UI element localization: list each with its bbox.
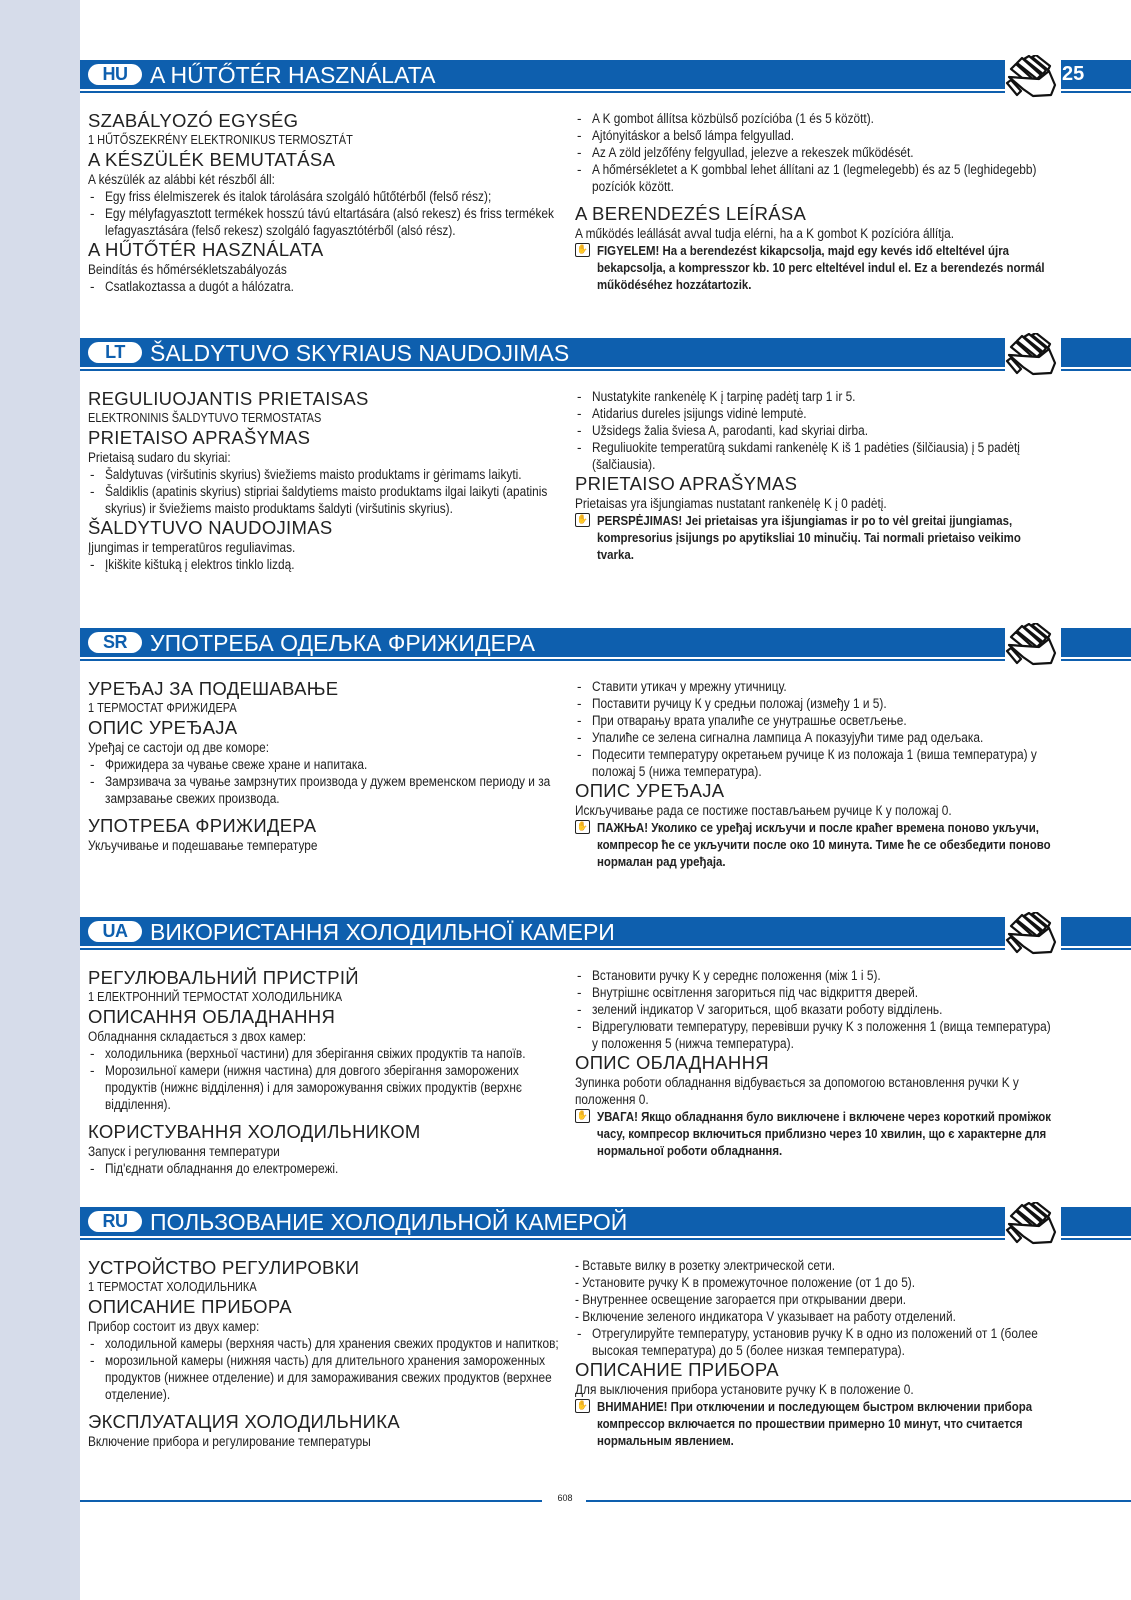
column-right	[575, 388, 1053, 563]
paragraph: Prietaisas yra išjungiamas nustatant rankenėlę K į 0 padėtį.	[575, 496, 887, 511]
thermostat-label: 1 HŰTŐSZEKRÉNY ELEKTRONIKUS TERMOSZTÁT	[88, 133, 353, 147]
list-item: - Поставити ручицу К у средњи положај (између 1 и 5).	[575, 695, 1053, 712]
section-title: A HŰTŐTÉR HASZNÁLATA	[150, 62, 436, 88]
warning-note: ✋ УВАГА! Якщо обладнання було виключене і включене через короткий проміжок часу, компресор включиться приблизно через 10 хвилин, що є характерне для нормальної роботи обладнання.	[576, 1109, 1051, 1158]
subheading: ŠALDYTUVO NAUDOJIMAS	[88, 517, 333, 538]
warning-hand-icon: ✋	[575, 513, 590, 527]
subheading: ОПИС ОБЛАДНАННЯ	[575, 1052, 769, 1073]
subheading: ОПИС УРЕЂАЈА	[88, 717, 238, 738]
paragraph: Уређај се састоји од две коморе:	[88, 740, 270, 755]
list-item: - Ajtónyitáskor a belső lámpa felgyullad.	[575, 127, 1053, 144]
list-item: - морозильной камеры (нижняя часть) для длительного хранения замороженных продуктов (нижнее отделение) и для замораживания свежих продуктов (верхнее отделение).	[88, 1352, 568, 1403]
list-item: - Замрзивача за чување замрзнутих производа у дужем временском периоду и за замрзавање свежих производа.	[88, 773, 568, 807]
paragraph: A működés leállását avval tudja elérni, ha a K gombot K pozícióra állítja.	[575, 226, 955, 241]
subheading: A BERENDEZÉS LEÍRÁSA	[575, 203, 807, 224]
list-item: - Під'єднати обладнання до електромережі.	[88, 1160, 568, 1177]
header-rule	[80, 659, 1131, 661]
warning-hand-icon: ✋	[575, 820, 590, 834]
spacer	[88, 1113, 568, 1121]
list-item: - Atidarius dureles įsijungs vidinė lemputė.	[575, 405, 1053, 422]
hand-icon	[1005, 1202, 1061, 1246]
subheading: РЕГУЛЮВАЛЬНИЙ ПРИСТРІЙ	[88, 967, 359, 988]
subheading: ОПИС УРЕЂАЈА	[575, 780, 725, 801]
paragraph: Для выключения прибора установите ручку K в положение 0.	[575, 1382, 914, 1397]
header-rule	[80, 91, 1131, 93]
list-item: - A hőmérsékletet a K gombbal lehet állítani az 1 (legmelegebb) és az 5 (leghidegebb) pozíciók között.	[575, 161, 1053, 195]
list-item: - Встановити ручку K у середнє положення (між 1 і 5).	[575, 967, 1053, 984]
list-item: - Šaldiklis (apatinis skyrius) stipriai šaldytiems maisto produktams ilgai laikyti (apatinis skyrius) ir šviežiems maisto produktams šaldyti (viršutinis skyrius).	[88, 483, 568, 517]
list-item: - Подесити температуру окретањем ручице К из положаја 1 (виша температура) у положај 5 (нижа температура).	[575, 746, 1053, 780]
spacer	[88, 1403, 568, 1411]
list-item: - холодильника (верхньої частини) для зберігання свіжих продуктів та напоїв.	[88, 1045, 568, 1062]
spacer	[575, 195, 1053, 203]
warning-note: ✋ PERSPĖJIMAS! Jei prietaisas yra išjungiamas ir po to vėl greitai įjungiamas, kompresorius įsijungs po apytiksliai 10 minučių. Tai normali prietaiso veikimo tvarka.	[576, 513, 1021, 562]
header-rule	[80, 369, 1131, 371]
list-item: - Egy mélyfagyasztott termékek hosszú távú eltartására (alsó rekesz) és friss termékek lefagyasztására (felső rekesz) szolgáló fagyasztótérből (alsó rész).	[88, 205, 568, 239]
subheading: УРЕЂАЈ ЗА ПОДЕШАВАЊЕ	[88, 678, 339, 699]
warning-hand-icon: ✋	[575, 1399, 590, 1413]
header-rule	[80, 1238, 1131, 1240]
language-badge: RU	[88, 1211, 142, 1232]
thermostat-label: 1 ТЕРМОСТАТ ФРИЖИДЕРА	[88, 701, 237, 715]
spacer	[88, 807, 568, 815]
subheading: REGULIUOJANTIS PRIETAISAS	[88, 388, 369, 409]
list-item: - Внутрішнє освітлення загориться під час відкриття дверей.	[575, 984, 1053, 1001]
section-header-band	[80, 1207, 1131, 1244]
page-footer	[80, 1491, 1131, 1511]
header-rule	[80, 948, 1131, 950]
language-badge: SR	[88, 632, 142, 653]
list-item: - Csatlakoztassa a dugót a hálózatra.	[88, 278, 568, 295]
warning-hand-icon: ✋	[575, 243, 590, 257]
subheading: A HŰTŐTÉR HASZNÁLATA	[88, 239, 324, 260]
footer-rule-right	[586, 1500, 1131, 1502]
paragraph: - Включение зеленого индикатора V указывает на работу отделений.	[575, 1309, 956, 1324]
footer-rule-left	[80, 1500, 542, 1502]
paragraph: Включение прибора и регулирование температуры	[88, 1434, 371, 1449]
list-item: - Ставити утикач у мрежну утичницу.	[575, 678, 1053, 695]
subheading: PRIETAISO APRAŠYMAS	[88, 427, 311, 448]
section-header-band	[80, 917, 1131, 954]
hand-icon	[1005, 912, 1061, 956]
hand-icon	[1005, 333, 1061, 377]
column-left	[88, 678, 568, 854]
section-header-band	[80, 628, 1131, 665]
paragraph: - Внутреннее освещение загорается при открывании двери.	[575, 1292, 907, 1307]
column-left	[88, 388, 568, 573]
paragraph: - Вставьте вилку в розетку электрической сети.	[575, 1258, 836, 1273]
subheading: ОПИСАНИЕ ПРИБОРА	[575, 1359, 779, 1380]
hand-icon	[1005, 55, 1061, 99]
section-title: ŠALDYTUVO SKYRIAUS NAUDOJIMAS	[150, 340, 570, 366]
list-item: - Фрижидера за чување свеже хране и напитака.	[88, 756, 568, 773]
subheading: ЭКСПЛУАТАЦИЯ ХОЛОДИЛЬНИКА	[88, 1411, 400, 1432]
footer-page-number: 608	[557, 1493, 573, 1503]
list-item: - Упалиће се зелена сигнална лампица А показујући тиме рад одељака.	[575, 729, 1053, 746]
paragraph: Prietaisą sudaro du skyriai:	[88, 450, 231, 465]
side-strip	[0, 0, 80, 1600]
list-item: - Įkiškite kištuką į elektros tinklo lizdą.	[88, 556, 568, 573]
paragraph: - Установите ручку K в промежуточное положение (от 1 до 5).	[575, 1275, 916, 1290]
paragraph: A készülék az alábbi két részből áll:	[88, 172, 275, 187]
column-left	[88, 110, 568, 295]
column-right	[575, 110, 1053, 293]
list-item: - Reguliuokite temperatūrą sukdami rankenėlę K iš 1 padėties (šilčiausia) į 5 padėtį (šalčiausia).	[575, 439, 1053, 473]
paragraph: Зупинка роботи обладнання відбувається за допомогою встановлення ручки K у положення 0.	[575, 1075, 1019, 1107]
warning-note: ✋ ВНИМАНИЕ! При отключении и последующем быстром включении прибора компрессор включается по прошествии примерно 10 минут, что считается нормальным явлением.	[576, 1399, 1033, 1448]
column-left	[88, 1257, 568, 1450]
column-right	[575, 967, 1053, 1159]
list-item: - Užsidegs žalia šviesa A, parodanti, kad skyriai dirba.	[575, 422, 1053, 439]
warning-note: ✋ FIGYELEM! Ha a berendezést kikapcsolja, majd egy kevés idő elteltével újra bekapcsolja, a kompresszor kb. 10 perc elteltével indul el. Ez a berendezés normál működéséhez hozzátartozik.	[576, 243, 1045, 292]
section-title: УПОТРЕБА ОДЕЉКА ФРИЖИДЕРА	[150, 630, 536, 656]
thermostat-label: 1 ЕЛЕКТРОННИЙ ТЕРМОСТАТ ХОЛОДИЛЬНИКА	[88, 990, 343, 1004]
page-number: 25	[1062, 63, 1085, 85]
list-item: - Відрегулювати температуру, перевівши ручку K з положення 1 (вища температура) у положення 5 (нижча температура).	[575, 1018, 1053, 1052]
subheading: УПОТРЕБА ФРИЖИДЕРА	[88, 815, 317, 836]
column-right	[575, 1257, 1053, 1449]
list-item: - Šaldytuvas (viršutinis skyrius) šviežiems maisto produktams ir gėrimams laikyti.	[88, 466, 568, 483]
paragraph: Įjungimas ir temperatūros reguliavimas.	[88, 540, 296, 555]
subheading: ОПИСАНИЕ ПРИБОРА	[88, 1296, 292, 1317]
section-header-band	[80, 60, 1131, 97]
column-right	[575, 678, 1053, 870]
list-item: - холодильной камеры (верхняя часть) для хранения свежих продуктов и напитков;	[88, 1335, 568, 1352]
section-header-band	[80, 338, 1131, 375]
paragraph: Запуск і регулювання температури	[88, 1144, 280, 1159]
paragraph: Укључивање и подешавање температуре	[88, 838, 318, 853]
subheading: SZABÁLYOZÓ EGYSÉG	[88, 110, 299, 131]
section-title: ПОЛЬЗОВАНИЕ ХОЛОДИЛЬНОЙ КАМЕРОЙ	[150, 1209, 628, 1235]
warning-note: ✋ ПАЖЊА! Уколико се уређај искључи и после краћег времена поново укључи, компресор ће се укључити после око 10 минута. Тиме ће се обезбедити поново нормалан рад уређаја.	[576, 820, 1051, 869]
paragraph: Обладнання складається з двох камер:	[88, 1029, 307, 1044]
warning-hand-icon: ✋	[575, 1109, 590, 1123]
list-item: - При отварању врата упалиће се унутрашње осветљење.	[575, 712, 1053, 729]
paragraph: Искључивање рада се постиже постављањем ручице К у положај 0.	[575, 803, 952, 818]
list-item: - Морозильної камери (нижня частина) для довгого зберігання заморожених продуктів (нижнє відділення) і для заморожування свіжих продуктів (верхнє відділення).	[88, 1062, 568, 1113]
list-item: - Az A zöld jelzőfény felgyullad, jelezve a rekeszek működését.	[575, 144, 1053, 161]
column-left	[88, 967, 568, 1177]
subheading: A KÉSZÜLÉK BEMUTATÁSA	[88, 149, 336, 170]
subheading: УСТРОЙСТВО РЕГУЛИРОВКИ	[88, 1257, 360, 1278]
list-item: - Egy friss élelmiszerek és italok tárolására szolgáló hűtőtérből (felső rész);	[88, 188, 568, 205]
paragraph: Beindítás és hőmérsékletszabályozás	[88, 262, 287, 277]
subheading: PRIETAISO APRAŠYMAS	[575, 473, 798, 494]
list-item: - зелений індикатор V загориться, щоб вказати роботу відділень.	[575, 1001, 1053, 1018]
subheading: ОПИСАННЯ ОБЛАДНАННЯ	[88, 1006, 336, 1027]
language-badge: HU	[88, 64, 142, 85]
list-item: - Отрегулируйте температуру, установив ручку K в одно из положений от 1 (более высокая температура) до 5 (более низкая температура).	[575, 1325, 1053, 1359]
subheading: КОРИСТУВАННЯ ХОЛОДИЛЬНИКОМ	[88, 1121, 421, 1142]
language-badge: LT	[88, 342, 142, 363]
thermostat-label: ELEKTRONINIS ŠALDYTUVO TERMOSTATAS	[88, 411, 322, 425]
section-title: ВИКОРИСТАННЯ ХОЛОДИЛЬНОЇ КАМЕРИ	[150, 919, 615, 945]
paragraph: Прибор состоит из двух камер:	[88, 1319, 260, 1334]
thermostat-label: 1 ТЕРМОСТАТ ХОЛОДИЛЬНИКА	[88, 1280, 257, 1294]
language-badge: UA	[88, 921, 142, 942]
list-item: - A K gombot állítsa közbülső pozícióba (1 és 5 között).	[575, 110, 1053, 127]
list-item: - Nustatykite rankenėlę K į tarpinę padėtį tarp 1 ir 5.	[575, 388, 1053, 405]
hand-icon	[1005, 623, 1061, 667]
